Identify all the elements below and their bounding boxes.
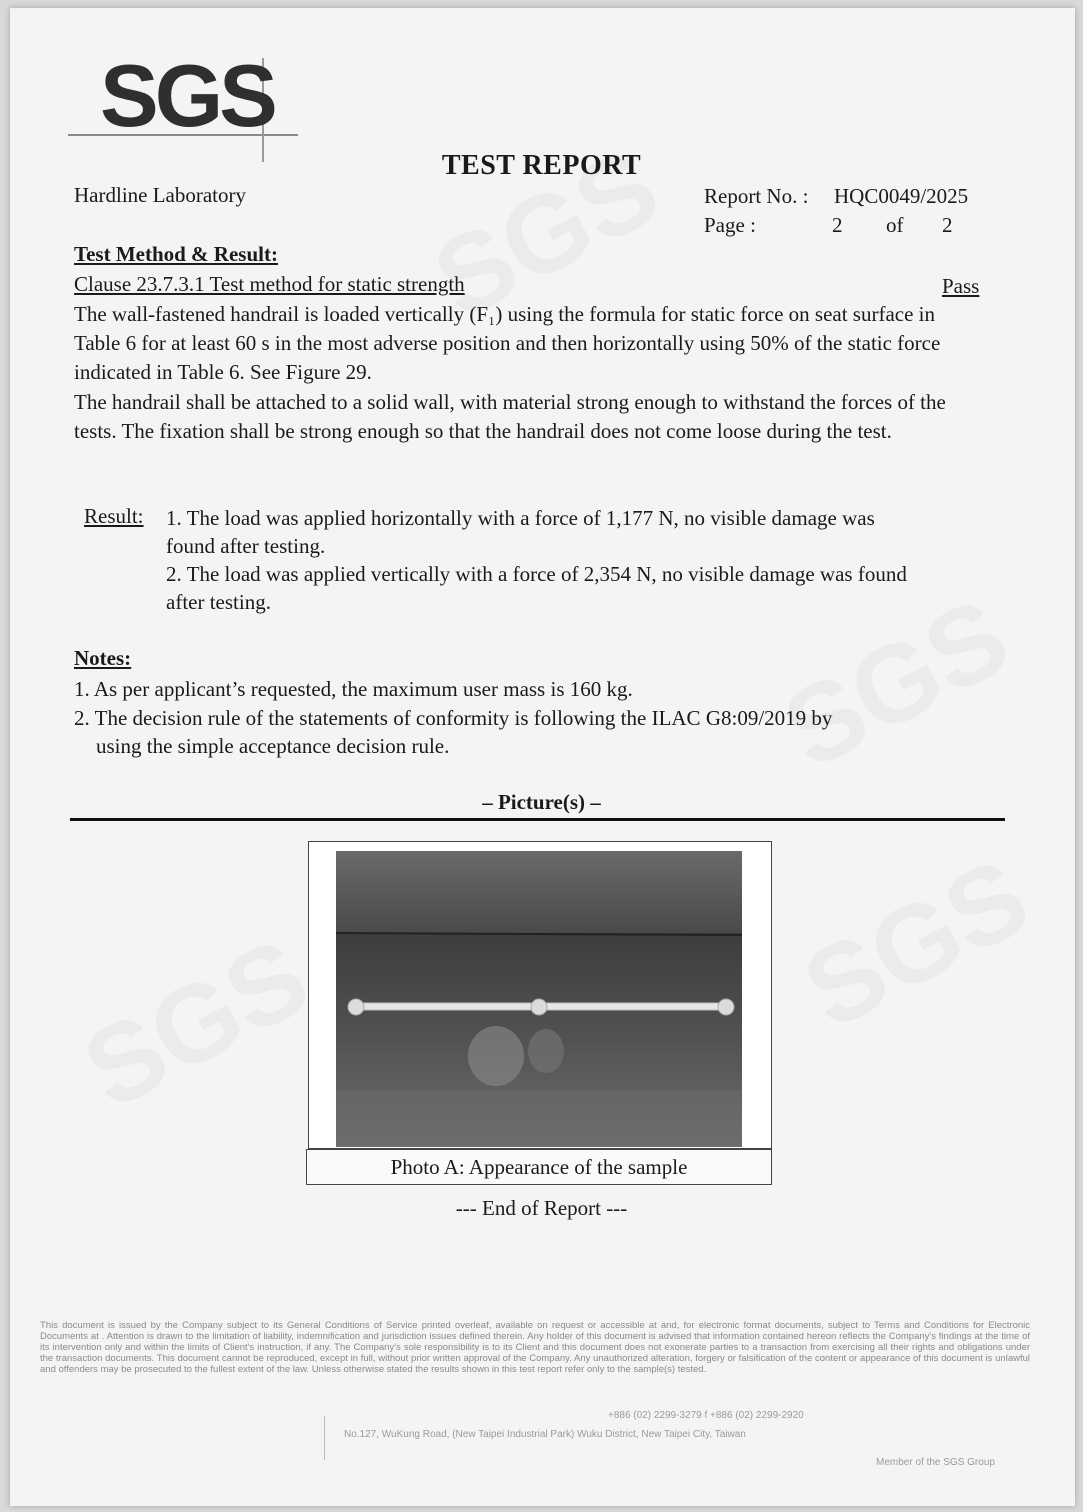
section-divider [70, 818, 1005, 821]
photo-caption: Photo A: Appearance of the sample [390, 1155, 688, 1179]
note-item: 1. As per applicant’s requested, the maximum user mass is 160 kg. [74, 677, 633, 701]
sample-photo [336, 851, 742, 1147]
laboratory-name: Hardline Laboratory [74, 183, 247, 207]
footer-phone: +886 (02) 2299-3279 f +886 (02) 2299-2920 [608, 1410, 804, 1421]
page-total: 2 [942, 213, 953, 237]
report-number: HQC0049/2025 [834, 184, 969, 208]
note-item [74, 704, 934, 760]
page-number: 2 [832, 213, 843, 237]
notes-label: Notes: [74, 646, 132, 670]
footer-disclaimer: This document is issued by the Company subject to its General Conditions of Service printed overleaf, available on request or accessible at and, for electronic format documents, subject to Terms and Conditions for Electronic Documents at . Attention is drawn to the limitation of liability, indemnification and jurisdiction issues defined therein. Any holder of this document is advised that information contained hereon reflects the Company's findings at the time of its intervention only and within the limits of Client's instruction, if any. The Company's sole responsibility is to its Client and this document does not exonerate parties to a transaction from exercising all their rights and obligations under the transaction documents. This document cannot be reproduced, except in full, without prior written approval of the Company. Any unauthorized alteration, forgery or falsification of the content or appearance of this document is unlawful and offenders may be prosecuted to the fullest extent of the law. Unless otherwise stated the results shown in this test report refer only to the sample(s) tested. [40, 1320, 1030, 1375]
sgs-logo: SGS [100, 46, 274, 145]
pictures-heading: – Picture(s) – [482, 790, 601, 814]
footer-member: Member of the SGS Group [876, 1457, 995, 1468]
footer-address: No.127, WuKung Road, (New Taipei Industrial Park) Wuku District, New Taipei City, Taiwan [344, 1429, 746, 1440]
verdict-pass: Pass [942, 274, 980, 298]
result-item: 2. The load was applied vertically with a force of 2,354 N, no visible damage was found after testing. [166, 562, 907, 614]
report-number-label: Report No. : [704, 184, 809, 208]
page-label: Page : [704, 213, 756, 237]
requirement-paragraph: The handrail shall be attached to a solid wall, with material strong enough to withstand the forces of the tests. The fixation shall be strong enough so that the handrail does not come loose during the test. [74, 390, 946, 443]
note-line: 2. The decision rule of the statements of conformity is following the ILAC G8:09/2019 by [74, 706, 833, 730]
section-heading: Test Method & Result: [74, 242, 278, 266]
footer-divider [324, 1416, 325, 1460]
result-item: 1. The load was applied horizontally with a force of 1,177 N, no visible damage was found after testing. [166, 506, 875, 558]
result-label: Result: [84, 504, 144, 528]
report-title: TEST REPORT [441, 150, 642, 181]
clause-title: Clause 23.7.3.1 Test method for static strength [74, 272, 465, 296]
page-of-text: of [886, 213, 904, 237]
end-of-report: --- End of Report --- [455, 1196, 628, 1220]
note-line: using the simple acceptance decision rule. [96, 734, 450, 758]
method-paragraph: The wall-fastened handrail is loaded vertically (F₁) using the formula for static force on seat surface in Table 6 for at least 60 s in the most adverse position and then horizontally using 50% of the static force indicated in Table 6. See Figure 29. [74, 302, 941, 384]
